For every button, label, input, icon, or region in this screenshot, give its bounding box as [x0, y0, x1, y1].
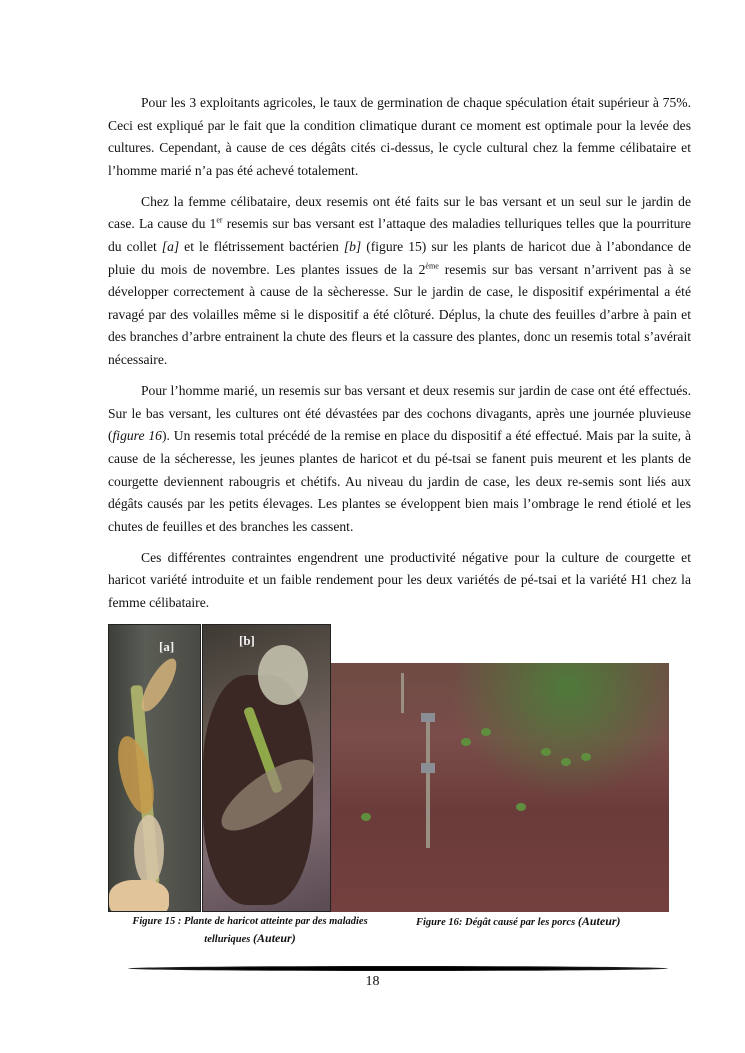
text-run: Chez la femme célibataire, deux resemis ont été faits sur le bas versant et un seul sur le jardin de case. La cause du 1 [108, 193, 691, 232]
caption-text: telluriques [204, 934, 254, 945]
paragraph-contraintes: Ces différentes contraintes engendrent une productivité négative pour la culture de courgette et haricot variété introduite et un faible rendement pour les deux variétés de pé-tsai et la variété H1 chez la femme célibataire. [108, 549, 691, 610]
caption-figure-16 [416, 913, 621, 931]
footer-divider [128, 966, 668, 971]
caption-author: (Auteur) [577, 914, 621, 928]
text-run: Pour l’homme marié, un resemis sur bas versant et deux resemis sur jardin de case ont été effectués. Sur le bas versant, les cultures ont été dévastées par des cochons divagants, après une journée pluvieuse ( [108, 383, 691, 444]
caption-text: Figure 15 : Plante de haricot atteinte par des maladies [132, 916, 368, 927]
text-run: et le flétrissement bactérien [179, 239, 344, 255]
caption-figure-15 [120, 913, 380, 948]
text-run: ). Un resemis total précédé de la remise en place du dispositif a été effectué. Mais par la suite, à cause de la sécheresse, les jeunes plantes de haricot et du pé-tsai se fanent puis meurent et les plants de courgette deviennent rabougris et chétifs. Au niveau du jardin de case, les deux re-semis sont liés aux dégâts causés par les petits élevages. Les plantes se éveloppent bien mais l’ombrage le rend étiolé et les chutes de feuilles et des branches les cassent. [108, 428, 691, 534]
photo-pourriture-collet [108, 624, 201, 912]
ref-b: [b] [343, 239, 362, 255]
photo-fletrissement-bacterien [202, 624, 331, 912]
figure-label-a: [a] [159, 639, 175, 654]
superscript: er [216, 215, 223, 225]
photo-degat-porcs [331, 663, 669, 912]
text-run: resemis sur bas versant n’arrivent pas à se développer correctement à cause de la sècheresse. Sur le jardin de case, le dispositif expérimental a été ravagé par des volailles même si le dispositif a été clôturé. Déplus, la chute des feuilles d’arbre à pain et des branches d’arbre entrainent la chute des fleurs et la cassure des plantes, donc un resemis total s’avérait nécessaire. [108, 261, 691, 368]
page-number: 18 [365, 974, 380, 989]
paragraph-femme-celibataire [108, 191, 691, 372]
superscript: ème [425, 261, 439, 271]
caption-author: (Auteur) [253, 931, 296, 945]
text-run: resemis sur bas versant est l’attaque des maladies telluriques telles que la pourriture du collet [108, 216, 691, 255]
text-run: (figure 15) sur les plants de haricot due à l’abondance de pluie du mois de novembre. Les plantes issues de la 2 [108, 239, 691, 277]
figure-label-b: [b] [239, 633, 255, 648]
ref-a: [a] [161, 239, 180, 255]
caption-text: Figure 16: Dégât causé par les porcs [416, 917, 578, 928]
paragraph-germination: Pour les 3 exploitants agricoles, le taux de germination de chaque spéculation était supérieur à 75%. Ceci est expliqué par le fait que la condition climatique durant ce moment est optimale pour la levée des cultures. Cependant, à cause de ces dégâts cités ci-dessus, le cycle cultural chez la femme célibataire et l’homme marié n’a pas été achevé totalement. [108, 95, 691, 178]
body-text [108, 92, 691, 623]
figure-ref: figure 16 [112, 428, 162, 444]
paragraph-homme-marie [108, 380, 691, 538]
